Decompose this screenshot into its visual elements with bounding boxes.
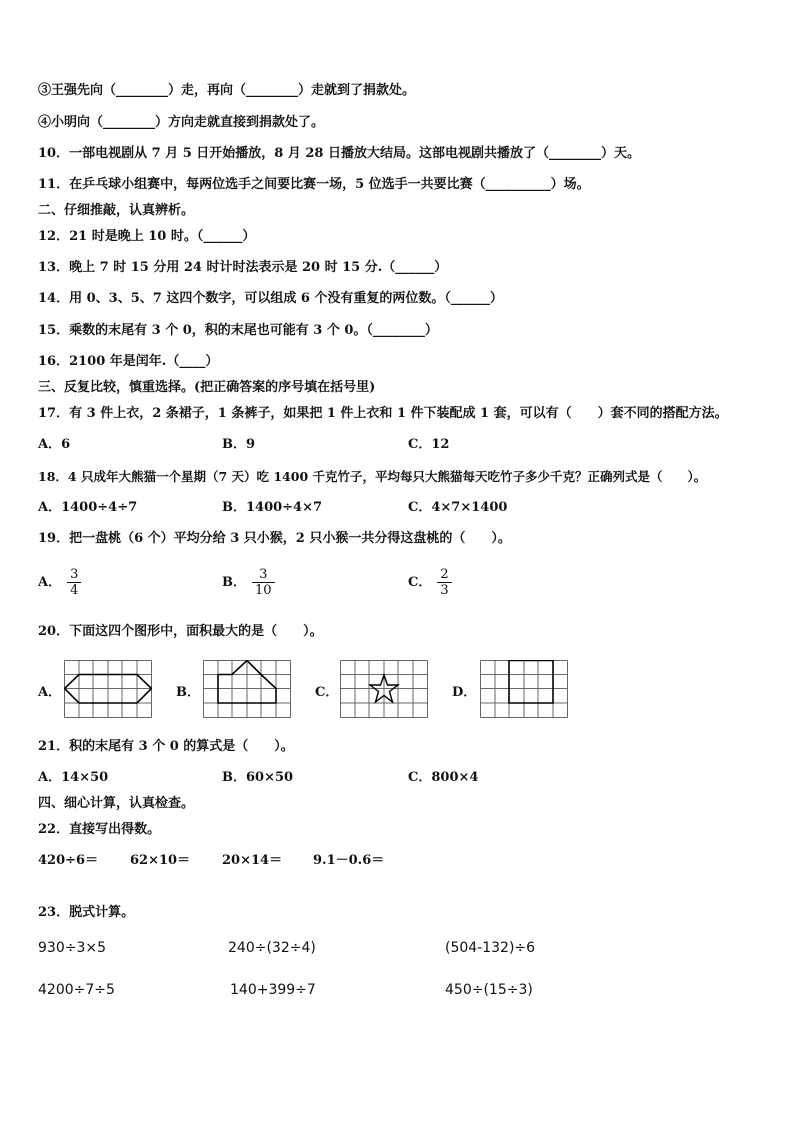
grid-lines bbox=[341, 661, 428, 718]
section-3-heading: 三、反复比较，慎重选择。(把正确答案的序号填在括号里) bbox=[38, 380, 376, 395]
q9-part4: ④小明向（________）方向走就直接到捐款处了。 bbox=[38, 115, 325, 130]
question-17: 17．有 3 件上衣，2 条裙子，1 条裤子，如果把 1 件上衣和 1 件下装配成 1 套，可以有（ ）套不同的搭配方法。 bbox=[38, 406, 728, 421]
q20-option-c-label: C． bbox=[315, 685, 339, 700]
rectangle-shape bbox=[509, 661, 553, 704]
question-18: 18．4 只成年大熊猫一个星期（7 天）吃 1400 千克竹子，平均每只大熊猫每天吃竹子多少千克？正确列式是（ ）。 bbox=[38, 469, 707, 484]
q20-figure-c bbox=[340, 660, 428, 718]
q20-option-d-label: D． bbox=[452, 685, 477, 700]
question-19: 19．把一盘桃（6 个）平均分给 3 只小猴，2 只小猴一共分得这盘桃的（ ）。 bbox=[38, 531, 511, 546]
q23-expression-3: (504-132)÷6 bbox=[445, 940, 536, 956]
grid-lines bbox=[65, 661, 152, 718]
q23-expression-4: 4200÷7÷5 bbox=[38, 982, 115, 998]
section-2-heading: 二、仔细推敲，认真辨析。 bbox=[38, 203, 195, 218]
question-21: 21．积的末尾有 3 个 0 的算式是（ ）。 bbox=[38, 739, 294, 754]
question-13: 13．晚上 7 时 15 分用 24 时计时法表示是 20 时 15 分.（______） bbox=[38, 260, 448, 275]
q17-option-a: A．6 bbox=[38, 437, 71, 452]
q21-option-a: A．14×50 bbox=[38, 770, 109, 785]
grid-lines bbox=[481, 661, 568, 718]
section-4-heading: 四、细心计算，认真检查。 bbox=[38, 796, 195, 811]
question-22: 22．直接写出得数。 bbox=[38, 822, 161, 837]
question-23: 23．脱式计算。 bbox=[38, 905, 135, 920]
q20-figure-d bbox=[480, 660, 568, 718]
q22-item-1: 420÷6＝ bbox=[38, 853, 99, 868]
q23-expression-6: 450÷(15÷3) bbox=[445, 982, 533, 998]
q20-figure-b bbox=[203, 660, 291, 718]
q17-option-c: C．12 bbox=[408, 437, 450, 452]
q22-item-4: 9.1－0.6＝ bbox=[313, 853, 385, 868]
fraction: $\frac{3}{4}$ bbox=[67, 567, 81, 598]
question-10: 10．一部电视剧从 7 月 5 日开始播放，8 月 28 日播放大结局。这部电视剧共播放了（________）天。 bbox=[38, 146, 640, 161]
q19-option-c: C． $\frac{2}{3}$ bbox=[408, 567, 452, 598]
q21-option-b: B．60×50 bbox=[222, 770, 294, 785]
fraction: $\frac{3}{10}$ bbox=[252, 567, 275, 598]
grid-lines bbox=[204, 661, 291, 718]
q22-item-3: 20×14＝ bbox=[222, 853, 283, 868]
question-20: 20．下面这四个图形中，面积最大的是（ ）。 bbox=[38, 624, 323, 639]
q18-option-c: C．4×7×1400 bbox=[408, 500, 508, 515]
question-12: 12．21 时是晚上 10 时。（______） bbox=[38, 229, 256, 244]
question-11: 11．在乒乓球小组赛中，每两位选手之间要比赛一场，5 位选手一共要比赛（__________）场。 bbox=[38, 177, 590, 192]
q20-option-a-label: A． bbox=[38, 685, 62, 700]
q17-option-b: B．9 bbox=[222, 437, 256, 452]
q21-option-c: C．800×4 bbox=[408, 770, 479, 785]
q9-part3: ③王强先向（________）走，再向（________）走就到了捐款处。 bbox=[38, 83, 416, 98]
q18-option-b: B．1400÷4×7 bbox=[222, 500, 323, 515]
q18-option-a: A．1400÷4÷7 bbox=[38, 500, 138, 515]
q23-expression-2: 240÷(32÷4) bbox=[228, 940, 316, 956]
q23-expression-5: 140+399÷7 bbox=[230, 982, 316, 998]
q20-option-b-label: B． bbox=[176, 685, 200, 700]
question-14: 14．用 0、3、5、7 这四个数字，可以组成 6 个没有重复的两位数。（______） bbox=[38, 291, 503, 306]
q19-option-a: A． $\frac{3}{4}$ bbox=[38, 567, 81, 598]
q20-figure-a bbox=[64, 660, 152, 718]
question-15: 15．乘数的末尾有 3 个 0，积的末尾也可能有 3 个 0。（________） bbox=[38, 323, 438, 338]
q23-expression-1: 930÷3×5 bbox=[38, 940, 106, 956]
question-16: 16．2100 年是闰年.（____） bbox=[38, 354, 219, 369]
q22-item-2: 62×10＝ bbox=[130, 853, 191, 868]
q19-option-b: B． $\frac{3}{10}$ bbox=[222, 567, 275, 598]
fraction: $\frac{2}{3}$ bbox=[437, 567, 451, 598]
